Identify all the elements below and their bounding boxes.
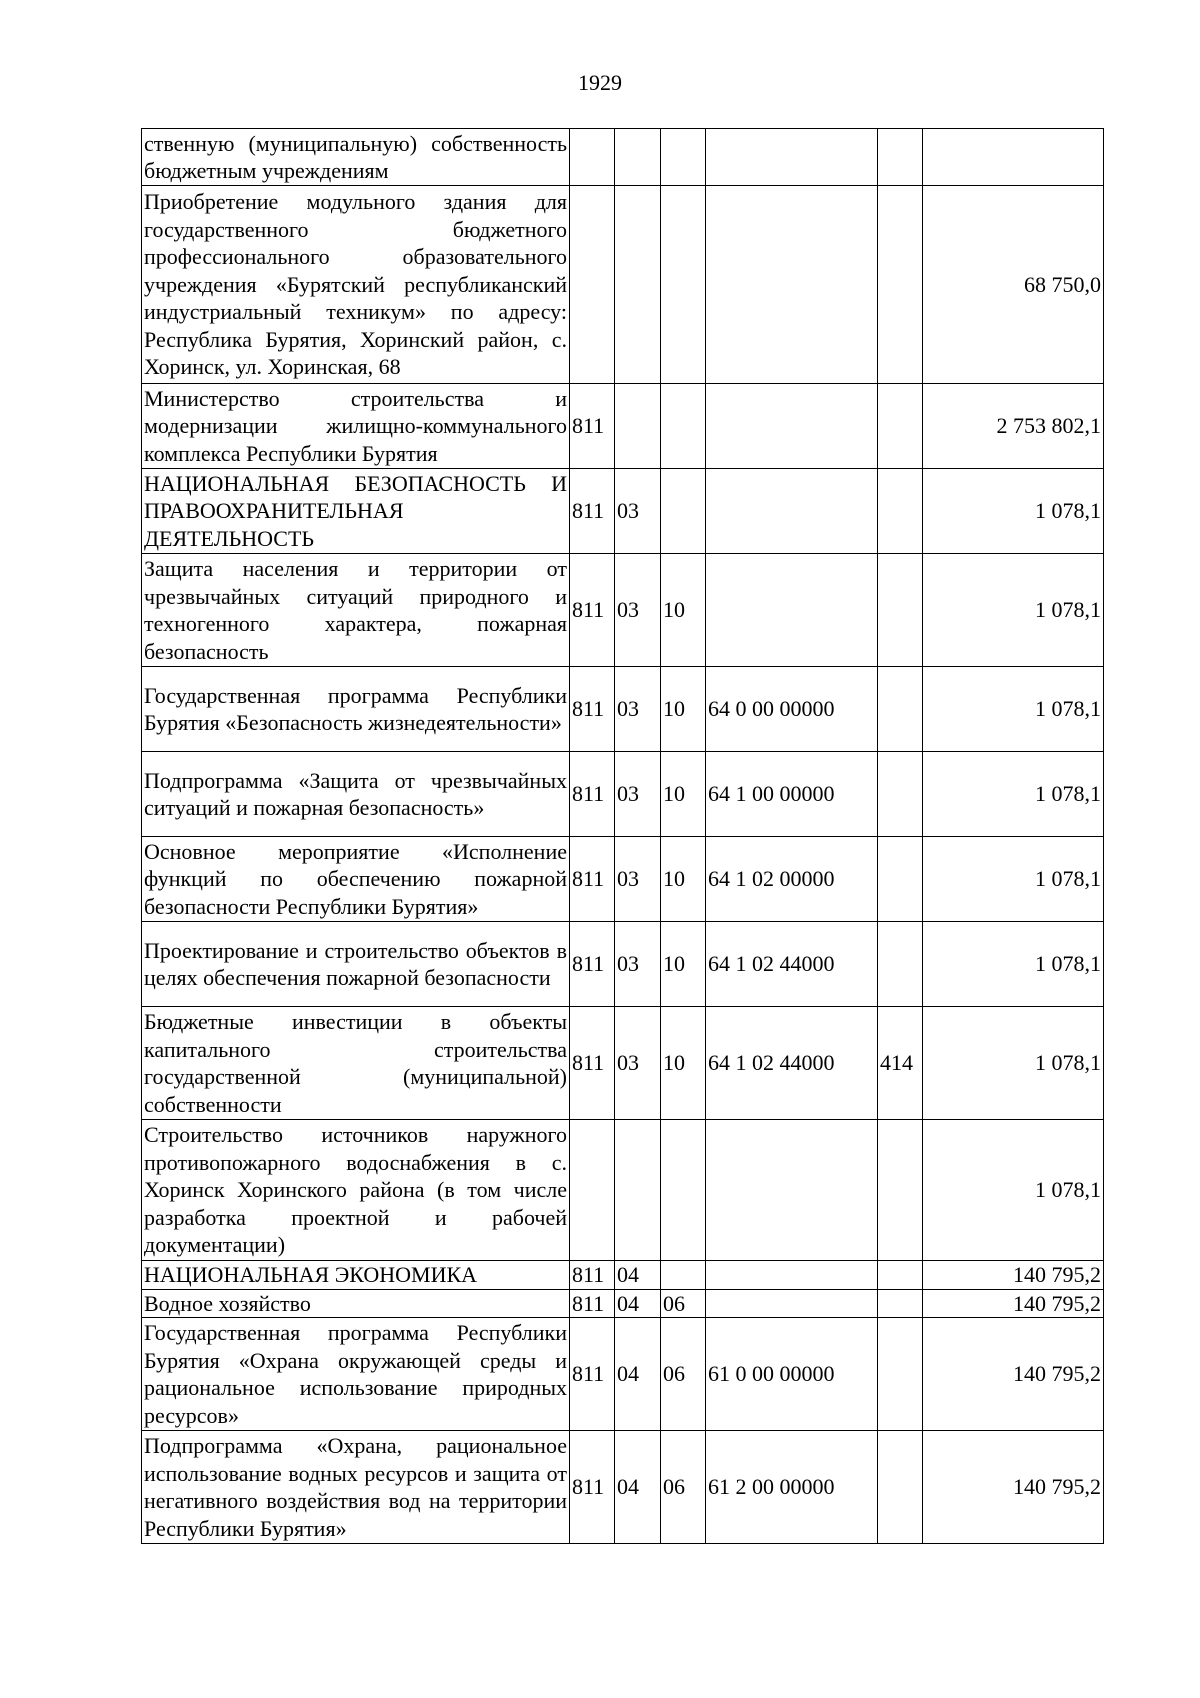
row-vd: 811 [570,384,615,469]
row-pr: 10 [661,667,706,752]
table-row [142,1261,1104,1290]
row-csr: 61 0 00 00000 [706,1318,878,1431]
row-csr: 64 0 00 00000 [706,667,878,752]
row-sum: 1 078,1 [923,667,1104,752]
row-vd: 811 [570,1007,615,1120]
row-name: Подпрограмма «Охрана, рациональное использование водных ресурсов и защита от негативного воздействия вод на территории Республики Бурятия» [142,1431,570,1544]
table-row [142,1120,1104,1261]
row-name: Государственная программа Республики Бурятия «Безопасность жизнедеятельности» [142,667,570,752]
row-rz: 03 [615,469,661,554]
row-pr [661,469,706,554]
row-sum: 68 750,0 [923,186,1104,384]
row-vr [878,837,923,922]
row-vd: 811 [570,1289,615,1318]
row-vd: 811 [570,1431,615,1544]
row-csr [706,186,878,384]
row-name: НАЦИОНАЛЬНАЯ ЭКОНОМИКА [142,1261,570,1290]
row-vr [878,129,923,186]
row-pr [661,1120,706,1261]
row-name: ственную (муниципальную) собственность бюджетным учреждениям [142,129,570,186]
row-vr [878,186,923,384]
row-vd: 811 [570,922,615,1007]
row-sum: 2 753 802,1 [923,384,1104,469]
row-csr [706,469,878,554]
table-row [142,752,1104,837]
row-name: Государственная программа Республики Бурятия «Охрана окружающей среды и рациональное использование природных ресурсов» [142,1318,570,1431]
row-rz [615,1120,661,1261]
row-vr [878,1261,923,1290]
row-name: Основное мероприятие «Исполнение функций по обеспечению пожарной безопасности Республики Бурятия» [142,837,570,922]
row-sum: 1 078,1 [923,837,1104,922]
row-vd [570,1120,615,1261]
row-pr: 06 [661,1289,706,1318]
table-row [142,667,1104,752]
row-csr [706,554,878,667]
row-rz: 03 [615,752,661,837]
table-row [142,1007,1104,1120]
row-rz [615,186,661,384]
table-row [142,129,1104,186]
row-name: Приобретение модульного здания для государственного бюджетного профессионального образовательного учреждения «Бурятский республиканский индустриальный техникум» по адресу: Республика Бурятия, Хоринский район, с. Хоринск, ул. Хоринская, 68 [142,186,570,384]
row-vr: 414 [878,1007,923,1120]
row-vr [878,469,923,554]
row-rz: 04 [615,1261,661,1290]
row-sum: 140 795,2 [923,1318,1104,1431]
row-vr [878,384,923,469]
row-vd: 811 [570,667,615,752]
row-vr [878,1289,923,1318]
row-sum: 1 078,1 [923,469,1104,554]
table-row [142,469,1104,554]
table-row [142,837,1104,922]
row-vr [878,554,923,667]
row-pr [661,1261,706,1290]
row-vd: 811 [570,837,615,922]
table-row [142,554,1104,667]
row-name: Министерство строительства и модернизации жилищно-коммунального комплекса Республики Бурятия [142,384,570,469]
row-vd: 811 [570,469,615,554]
row-csr: 64 1 02 00000 [706,837,878,922]
row-pr: 10 [661,837,706,922]
row-sum: 1 078,1 [923,1120,1104,1261]
table-row [142,1289,1104,1318]
table-row [142,1318,1104,1431]
row-rz: 03 [615,667,661,752]
row-rz: 03 [615,554,661,667]
row-sum: 1 078,1 [923,752,1104,837]
row-sum: 1 078,1 [923,554,1104,667]
row-pr: 10 [661,554,706,667]
table-row [142,384,1104,469]
row-vr [878,922,923,1007]
row-csr: 64 1 02 44000 [706,922,878,1007]
row-csr [706,1289,878,1318]
row-pr [661,384,706,469]
row-rz: 04 [615,1318,661,1431]
row-csr [706,1120,878,1261]
row-pr: 10 [661,922,706,1007]
row-vr [878,1120,923,1261]
page-number: 1929 [578,70,622,95]
row-name: Защита населения и территории от чрезвычайных ситуаций природного и техногенного характера, пожарная безопасность [142,554,570,667]
row-name: Проектирование и строительство объектов в целях обеспечения пожарной безопасности [142,922,570,1007]
row-rz: 04 [615,1289,661,1318]
row-pr: 06 [661,1431,706,1544]
row-name: Подпрограмма «Защита от чрезвычайных ситуаций и пожарная безопасность» [142,752,570,837]
row-pr: 10 [661,1007,706,1120]
row-csr [706,1261,878,1290]
row-name: Бюджетные инвестиции в объекты капитального строительства государственной (муниципальной) собственности [142,1007,570,1120]
row-vd: 811 [570,1261,615,1290]
row-rz: 03 [615,922,661,1007]
row-pr: 10 [661,752,706,837]
row-rz: 04 [615,1431,661,1544]
row-rz [615,129,661,186]
row-vd [570,186,615,384]
row-vr [878,667,923,752]
row-sum [923,129,1104,186]
row-vd: 811 [570,1318,615,1431]
row-csr [706,129,878,186]
row-name: Водное хозяйство [142,1289,570,1318]
row-sum: 1 078,1 [923,922,1104,1007]
row-vd: 811 [570,752,615,837]
row-csr: 64 1 00 00000 [706,752,878,837]
row-vd [570,129,615,186]
row-sum: 140 795,2 [923,1289,1104,1318]
row-rz: 03 [615,837,661,922]
row-name: Строительство источников наружного противопожарного водоснабжения в с. Хоринск Хоринского района (в том числе разработка проектной и рабочей документации) [142,1120,570,1261]
table-row [142,922,1104,1007]
row-sum: 1 078,1 [923,1007,1104,1120]
row-vr [878,1318,923,1431]
row-sum: 140 795,2 [923,1431,1104,1544]
row-csr [706,384,878,469]
row-pr [661,129,706,186]
row-vd: 811 [570,554,615,667]
row-csr: 64 1 02 44000 [706,1007,878,1120]
row-vr [878,752,923,837]
table-row [142,1431,1104,1544]
row-pr [661,186,706,384]
budget-table [141,128,1104,1544]
row-name: НАЦИОНАЛЬНАЯ БЕЗОПАСНОСТЬ И ПРАВООХРАНИТЕЛЬНАЯ ДЕЯТЕЛЬНОСТЬ [142,469,570,554]
row-pr: 06 [661,1318,706,1431]
table-row [142,186,1104,384]
row-vr [878,1431,923,1544]
row-rz: 03 [615,1007,661,1120]
row-sum: 140 795,2 [923,1261,1104,1290]
row-rz [615,384,661,469]
row-csr: 61 2 00 00000 [706,1431,878,1544]
